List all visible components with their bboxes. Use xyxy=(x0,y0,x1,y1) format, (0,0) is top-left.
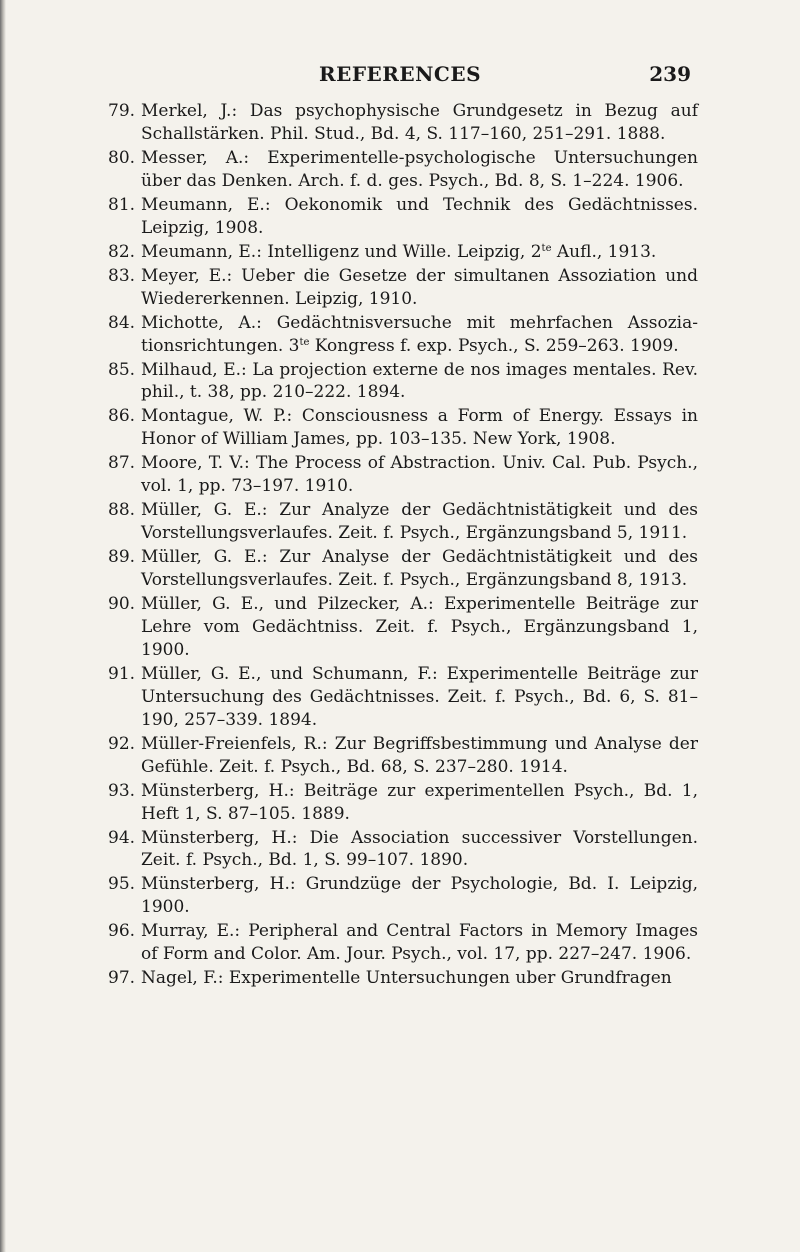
reference-text-main: Merkel, J.: Das psychophysische Grundgesetz in Bezug auf Schallstärken. Phil. Stud., Bd. 4, S. 117–160, 251–291. 1888. xyxy=(141,101,698,144)
reference-entry xyxy=(108,241,698,264)
reference-entry xyxy=(108,452,698,498)
reference-number: 80. xyxy=(108,147,136,168)
reference-text xyxy=(141,663,698,732)
reference-number: 89. xyxy=(108,547,136,568)
reference-number: 87. xyxy=(108,453,136,474)
reference-number: 86. xyxy=(108,406,136,427)
reference-number: 88. xyxy=(108,500,136,521)
reference-number: 93. xyxy=(108,780,136,801)
reference-text-main: Meumann, E.: Intelligenz und Wille. Leipzig, 2 xyxy=(141,241,542,262)
reference-text-main: Montague, W. P.: Consciousness a Form of Energy. Essays in Honor of William James, pp. 103–135. New York, 1908. xyxy=(141,406,698,450)
reference-text-main: Michotte, A.: Gedächtnisversuche mit mehrfachen Assozia-tionsrichtungen. 3 xyxy=(141,312,698,356)
page-number: 239 xyxy=(649,62,691,86)
reference-entry xyxy=(108,967,698,990)
reference-text-main: Moore, T. V.: The Process of Abstraction. Univ. Cal. Pub. Psych., vol. 1, pp. 73–197. 1910. xyxy=(141,453,698,497)
reference-text-main: Müller, G. E., und Pilzecker, A.: Experimentelle Beiträge zur Lehre vom Gedächtniss. Zeit. f. Psych., Ergänzungsband 1, 1900. xyxy=(141,594,698,660)
reference-number: 81. xyxy=(108,194,136,215)
reference-entry xyxy=(108,499,698,545)
reference-number: 82. xyxy=(108,241,136,262)
reference-text-main: Murray, E.: Peripheral and Central Factors in Memory Images of Form and Color. Am. Jour. Psych., vol. 17, pp. 227–247. 1906. xyxy=(141,921,698,965)
reference-number: 83. xyxy=(108,265,136,286)
reference-text xyxy=(141,312,698,358)
reference-number: 84. xyxy=(108,312,136,333)
reference-entry xyxy=(108,265,698,311)
reference-number: 79. xyxy=(108,101,136,121)
reference-number: 91. xyxy=(108,663,136,684)
ordinal-superscript: te xyxy=(299,336,310,348)
reference-number: 95. xyxy=(108,874,136,895)
reference-number: 90. xyxy=(108,594,136,615)
reference-text xyxy=(141,194,698,240)
reference-entry xyxy=(108,312,698,358)
reference-text xyxy=(141,359,698,405)
reference-text xyxy=(141,593,698,662)
reference-text-main: Münsterberg, H.: Beiträge zur experimentellen Psych., Bd. 1, Heft 1, S. 87–105. 1889. xyxy=(141,780,698,824)
reference-text xyxy=(141,147,698,193)
reference-number: 97. xyxy=(108,968,136,989)
reference-text xyxy=(141,241,698,264)
reference-text-main: Messer, A.: Experimentelle-psychologische Untersuchungen über das Denken. Arch. f. d. ges. Psych., Bd. 8, S. 1–224. 1906. xyxy=(141,147,698,191)
reference-text-main: Meumann, E.: Oekonomik und Technik des Gedächtnisses. Leipzig, 1908. xyxy=(141,194,698,238)
reference-text xyxy=(141,873,698,919)
reference-text-main: Müller, G. E.: Zur Analyze der Gedächtnistätigkeit und des Vorstellungsverlaufes. Zeit. f. Psych., Ergänzungsband 5, 1911. xyxy=(141,500,698,544)
reference-entry xyxy=(108,780,698,826)
reference-text-main: Müller-Freienfels, R.: Zur Begriffsbestimmung und Analyse der Gefühle. Zeit. f. Psych., Bd. 68, S. 237–280. 1914. xyxy=(141,733,698,777)
page-left-edge xyxy=(0,0,6,1252)
reference-list xyxy=(108,100,698,991)
reference-text-rest: Kongress f. exp. Psych., S. 259–263. 1909. xyxy=(309,335,679,356)
reference-text-rest: Aufl., 1913. xyxy=(551,241,657,262)
reference-entry xyxy=(108,194,698,240)
ordinal-superscript: te xyxy=(541,242,552,254)
reference-number: 85. xyxy=(108,359,136,380)
page-header xyxy=(0,62,800,92)
reference-text xyxy=(141,967,698,990)
reference-number: 94. xyxy=(108,827,136,848)
reference-entry xyxy=(108,733,698,779)
reference-entry xyxy=(108,593,698,662)
reference-entry xyxy=(108,920,698,966)
reference-entry xyxy=(108,873,698,919)
reference-text xyxy=(141,780,698,826)
reference-entry xyxy=(108,147,698,193)
reference-entry xyxy=(108,405,698,451)
reference-text xyxy=(141,920,698,966)
reference-entry xyxy=(108,100,698,146)
reference-text-main: Münsterberg, H.: Grundzüge der Psychologie, Bd. I. Leipzig, 1900. xyxy=(141,874,698,918)
reference-text-main: Milhaud, E.: La projection externe de nos images mentales. Rev. phil., t. 38, pp. 210–222. 1894. xyxy=(141,359,698,403)
reference-entry xyxy=(108,663,698,732)
reference-text-main: Müller, G. E.: Zur Analyse der Gedächtnistätigkeit und des Vorstellungsverlaufes. Zeit. f. Psych., Ergänzungsband 8, 1913. xyxy=(141,547,698,591)
reference-text xyxy=(141,827,698,873)
reference-entry xyxy=(108,827,698,873)
reference-text-main: Müller, G. E., und Schumann, F.: Experimentelle Beiträge zur Untersuchung des Gedächtnisses. Zeit. f. Psych., Bd. 6, S. 81–190, 257–339. 1894. xyxy=(141,663,698,730)
reference-number: 92. xyxy=(108,733,136,754)
reference-text-main: Münsterberg, H.: Die Association successiver Vorstellungen. Zeit. f. Psych., Bd. 1, S. 99–107. 1890. xyxy=(141,827,698,871)
running-title: REFERENCES xyxy=(318,62,482,86)
reference-number: 96. xyxy=(108,921,136,942)
reference-text xyxy=(141,733,698,779)
reference-text xyxy=(141,499,698,545)
reference-entry xyxy=(108,359,698,405)
reference-entry xyxy=(108,546,698,592)
reference-text-main: Nagel, F.: Experimentelle Untersuchungen uber Grundfragen xyxy=(141,968,672,989)
reference-text xyxy=(141,546,698,592)
reference-text xyxy=(141,405,698,451)
reference-text-main: Meyer, E.: Ueber die Gesetze der simultanen Assoziation und Wiedererkennen. Leipzig, 1910. xyxy=(141,265,698,309)
reference-text xyxy=(141,452,698,498)
reference-text xyxy=(141,265,698,311)
reference-text xyxy=(141,100,698,146)
